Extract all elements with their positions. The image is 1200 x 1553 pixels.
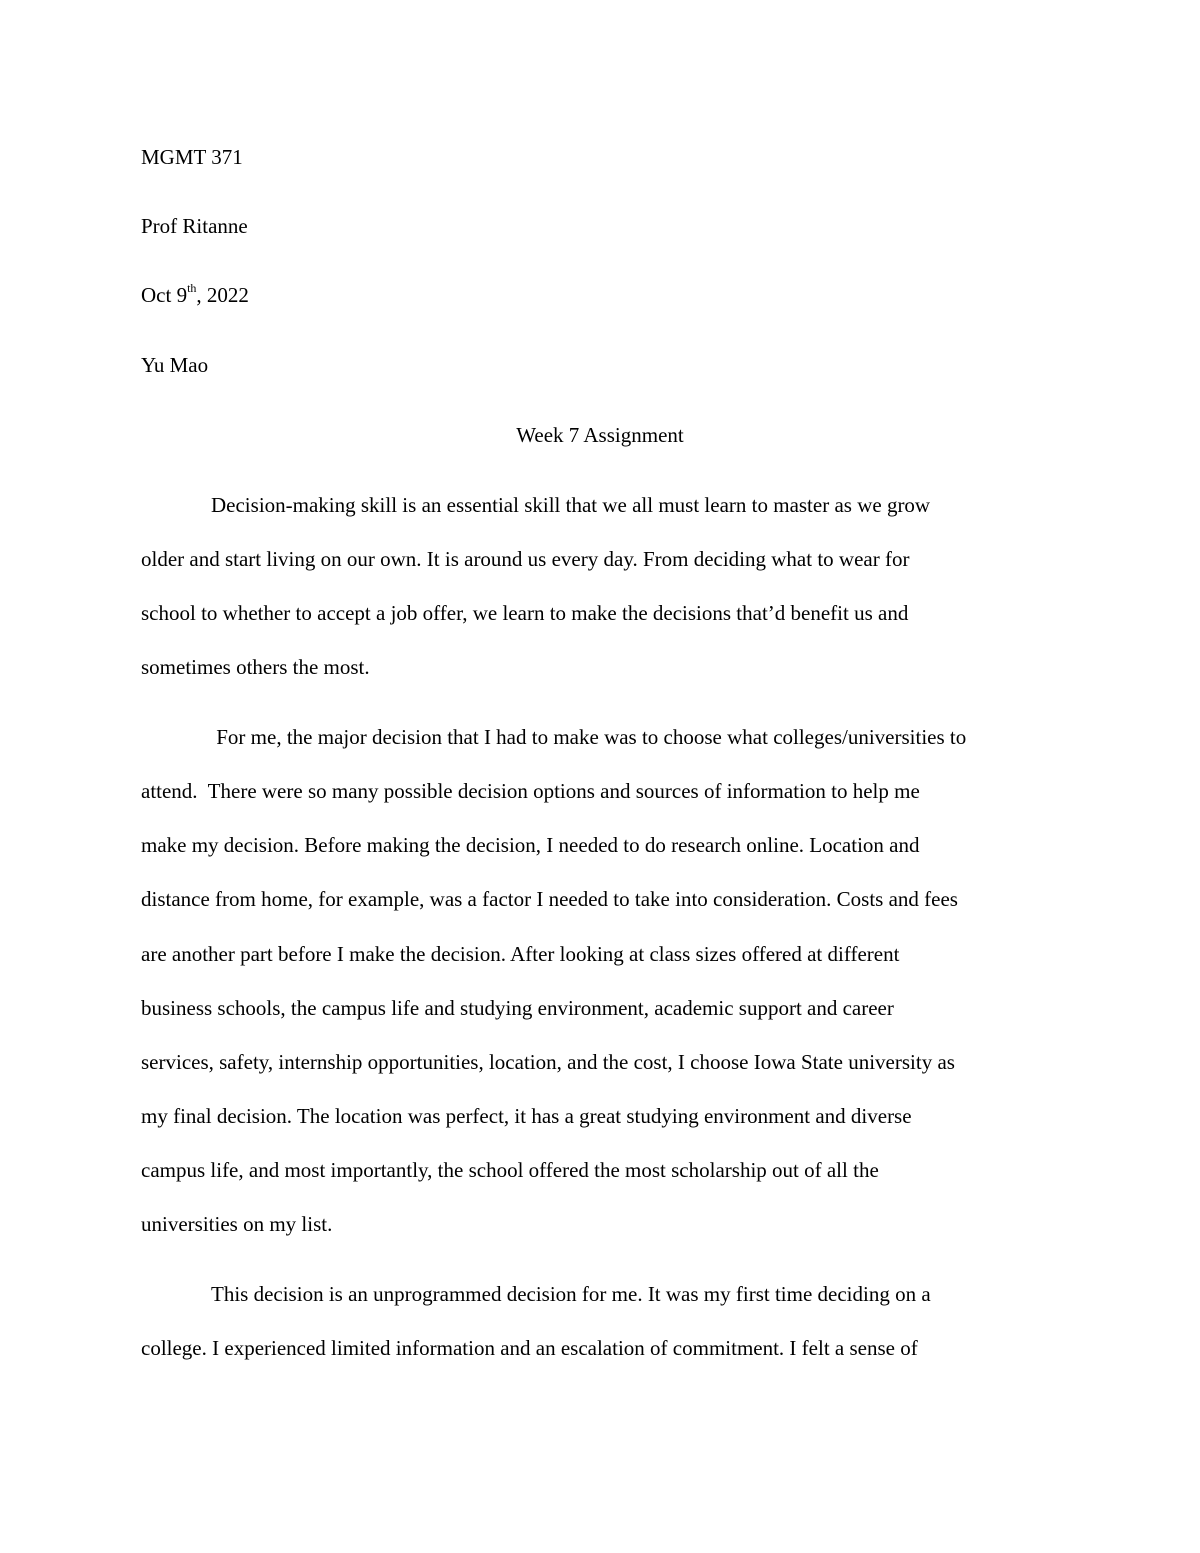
paragraph-2-line-4: distance from home, for example, was a factor I needed to take into consideration. Costs and fees — [141, 887, 958, 911]
page-title: Week 7 Assignment — [516, 423, 684, 447]
date-superscript: th — [187, 281, 197, 295]
paragraph-1-line-3: school to whether to accept a job offer, we learn to make the decisions that’d benefit us and — [141, 601, 909, 625]
paragraph-2-line-3: make my decision. Before making the decision, I needed to do research online. Location and — [141, 833, 920, 857]
course-code: MGMT 371 — [141, 145, 243, 169]
paragraph-2-line-8: my final decision. The location was perfect, it has a great studying environment and diverse — [141, 1104, 912, 1128]
paragraph-3-line-1: This decision is an unprogrammed decision for me. It was my first time deciding on a — [211, 1282, 931, 1306]
date-suffix: , 2022 — [196, 283, 249, 307]
date-prefix: Oct 9 — [141, 283, 188, 307]
assignment-date — [141, 283, 249, 307]
paragraph-2-line-7: services, safety, internship opportunities, location, and the cost, I choose Iowa State university as — [141, 1050, 955, 1074]
paragraph-2-line-5: are another part before I make the decision. After looking at class sizes offered at different — [141, 942, 900, 966]
paragraph-2-line-9: campus life, and most importantly, the school offered the most scholarship out of all the — [141, 1158, 879, 1182]
paragraph-2-line-10: universities on my list. — [141, 1212, 333, 1236]
paragraph-2-line-2: attend. There were so many possible decision options and sources of information to help me — [141, 779, 920, 803]
paragraph-1-line-2: older and start living on our own. It is around us every day. From deciding what to wear for — [141, 547, 910, 571]
paragraph-2-line-6: business schools, the campus life and studying environment, academic support and career — [141, 996, 894, 1020]
author-name: Yu Mao — [141, 353, 209, 377]
paragraph-1-line-4: sometimes others the most. — [141, 655, 370, 679]
paragraph-2-line-1: For me, the major decision that I had to make was to choose what colleges/universities to — [211, 725, 967, 749]
paragraph-3-line-2: college. I experienced limited information and an escalation of commitment. I felt a sense of — [141, 1336, 918, 1360]
paragraph-1-line-1: Decision-making skill is an essential skill that we all must learn to master as we grow — [211, 493, 931, 517]
professor-name: Prof Ritanne — [141, 214, 248, 238]
